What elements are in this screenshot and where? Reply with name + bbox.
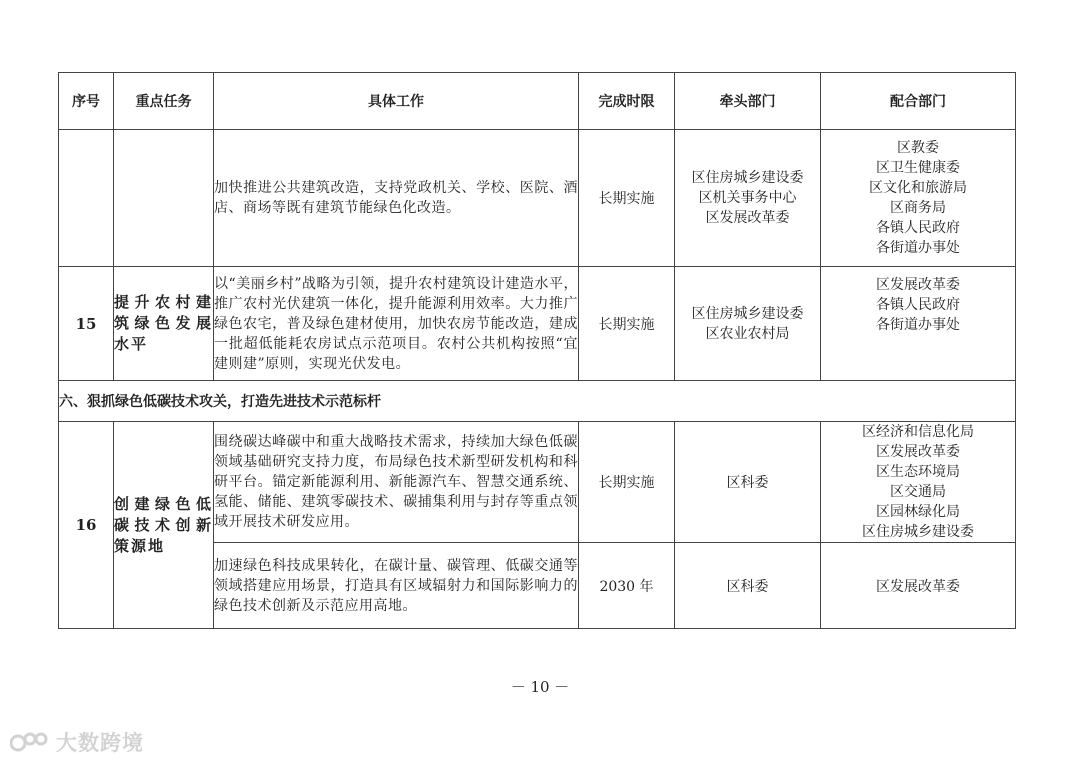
coop-dept: 区交通局 (890, 484, 946, 500)
table-header-row (59, 73, 1016, 130)
watermark (10, 727, 144, 757)
cell-coop (821, 130, 1016, 267)
coop-dept: 区发展改革委 (876, 277, 960, 293)
coop-dept: 区生态环境局 (876, 464, 960, 480)
table-row (59, 422, 1016, 543)
lead-dept: 区机关事务中心 (698, 190, 797, 206)
section-row (59, 381, 1016, 422)
header-coop: 配合部门 (821, 73, 1016, 130)
cell-no: 16 (59, 422, 114, 629)
lead-dept: 区农业农村局 (705, 325, 790, 342)
header-deadline: 完成时限 (579, 73, 675, 130)
section-heading: 六、狠抓绿色低碳技术攻关，打造先进技术示范标杆 (59, 381, 1016, 422)
cell-coop (821, 422, 1016, 543)
cell-deadline: 2030 年 (579, 543, 675, 629)
cell-deadline: 长期实施 (579, 422, 675, 543)
coop-dept: 区住房城乡建设委 (862, 524, 974, 540)
cell-work: 围绕碳达峰碳中和重大战略技术需求，持续加大绿色低碳领域基础研究支持力度，布局绿色技术新型研发机构和科研平台。锚定新能源利用、新能源汽车、智慧交通系统、氢能、储能、建筑零碳技术、碳捕集利用与封存等重点领域开展技术研发应用。 (214, 422, 579, 543)
cell-work: 加速绿色科技成果转化，在碳计量、碳管理、低碳交通等领域搭建应用场景，打造具有区域辐射力和国际影响力的绿色技术创新及示范应用高地。 (214, 543, 579, 629)
header-task: 重点任务 (114, 73, 214, 130)
cell-coop: 区发展改革委 (821, 543, 1016, 629)
cell-coop (821, 267, 1016, 381)
coop-dept: 区教委 (897, 140, 939, 156)
cell-task: 创建绿色低碳技术创新策源地 (114, 422, 214, 629)
watermark-logo-icon (10, 729, 50, 755)
header-lead: 牵头部门 (675, 73, 821, 130)
coop-dept: 区卫生健康委 (876, 160, 960, 176)
header-no: 序号 (59, 73, 114, 130)
table-row (59, 267, 1016, 381)
coop-dept: 区发展改革委 (876, 444, 960, 460)
cell-lead: 区科委 (675, 543, 821, 629)
coop-dept: 区商务局 (890, 200, 946, 216)
coop-dept: 各街道办事处 (876, 240, 960, 256)
cell-deadline: 长期实施 (579, 130, 675, 267)
page-number: － 10 － (510, 678, 570, 696)
cell-work: 加快推进公共建筑改造，支持党政机关、学校、医院、酒店、商场等既有建筑节能绿色化改造。 (214, 130, 579, 267)
cell-no (59, 130, 114, 267)
cell-lead: 区科委 (675, 422, 821, 543)
lead-dept: 区住房城乡建设委 (691, 305, 804, 322)
cell-deadline: 长期实施 (579, 267, 675, 381)
table-row (59, 130, 1016, 267)
lead-dept: 区住房城乡建设委 (691, 170, 804, 186)
task-table (58, 72, 1016, 629)
coop-dept: 各街道办事处 (876, 317, 960, 333)
coop-dept: 区经济和信息化局 (862, 424, 974, 440)
header-work: 具体工作 (214, 73, 579, 130)
coop-dept: 区文化和旅游局 (869, 180, 967, 196)
coop-dept: 区园林绿化局 (876, 504, 960, 520)
cell-lead (675, 267, 821, 381)
cell-task (114, 130, 214, 267)
cell-lead (675, 130, 821, 267)
watermark-text: 大数跨境 (56, 731, 144, 755)
coop-dept: 各镇人民政府 (876, 220, 960, 236)
cell-task: 提升农村建筑绿色发展水平 (114, 267, 214, 381)
cell-work: 以“美丽乡村”战略为引领，提升农村建筑设计建造水平，推广农村光伏建筑一体化，提升能源利用效率。大力推广绿色农宅，普及绿色建材使用，加快农房节能改造，建成一批超低能耗农房试点示范项目。农村公共机构按照“宜建则建”原则，实现光伏发电。 (214, 267, 579, 381)
cell-no: 15 (59, 267, 114, 381)
coop-dept: 各镇人民政府 (876, 297, 960, 313)
lead-dept: 区发展改革委 (705, 210, 790, 226)
